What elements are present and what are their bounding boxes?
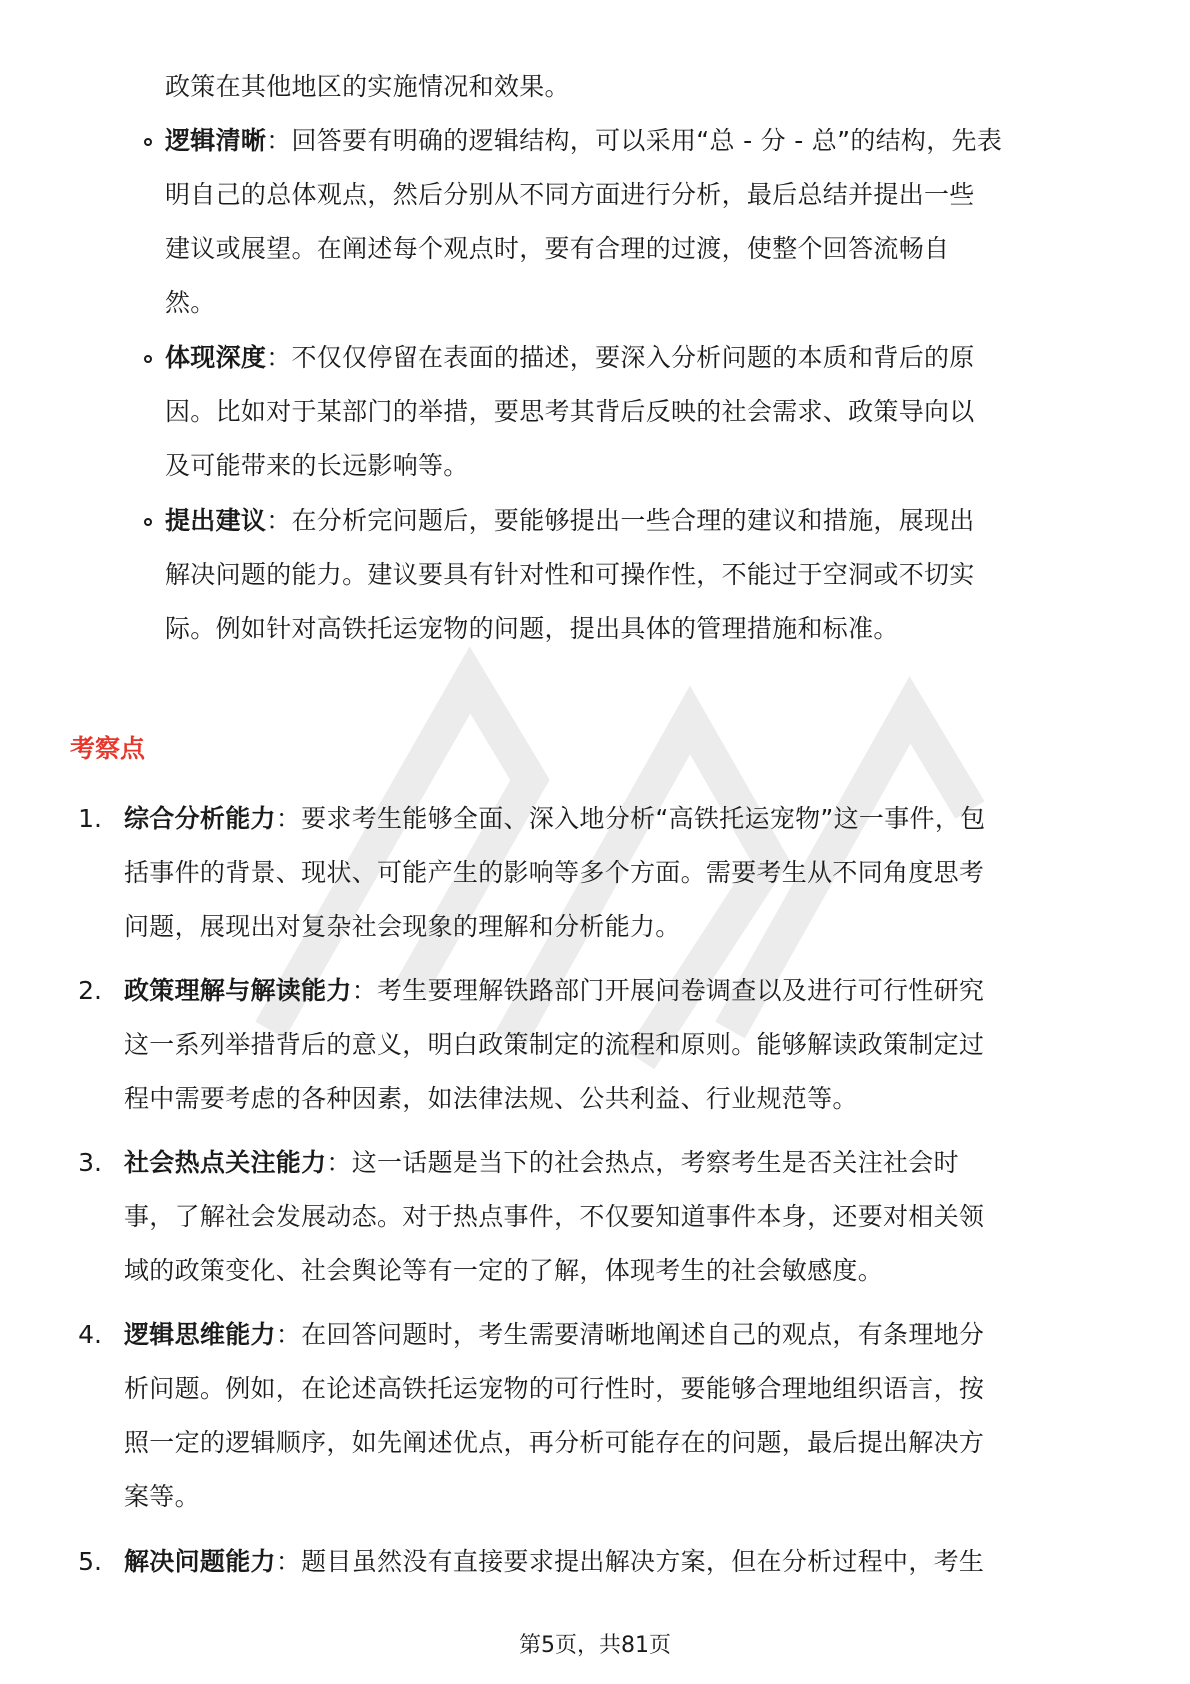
- bullet-continuation-line: 政策在其他地区的实施情况和效果。: [165, 72, 570, 101]
- numbered-item-title: 政策理解与解读能力: [124, 976, 352, 1005]
- bullet-item-depth-line-3: 及可能带来的长远影响等。: [165, 451, 469, 480]
- bullet-item-logic-line-3: 建议或展望。在阐述每个观点时，要有合理的过渡，使整个回答流畅自: [165, 234, 950, 263]
- numbered-item-4-line-2: 析问题。例如，在论述高铁托运宠物的可行性时，要能够合理地组织语言，按: [124, 1374, 985, 1403]
- bullet-item-suggest-line-3: 际。例如针对高铁托运宠物的问题，提出具体的管理措施和标准。: [165, 614, 899, 643]
- numbered-item-4-line-3: 照一定的逻辑顺序，如先阐述优点，再分析可能存在的问题，最后提出解决方: [124, 1428, 985, 1457]
- bullet-item-logic-line-4: 然。: [165, 288, 216, 317]
- bullet-circle-icon: [144, 518, 152, 526]
- numbered-item-1-line-3: 问题，展现出对复杂社会现象的理解和分析能力。: [124, 912, 681, 941]
- numbered-item-4-line-1: 逻辑思维能力：在回答问题时，考生需要清晰地阐述自己的观点，有条理地分: [124, 1320, 985, 1349]
- bullet-title: 提出建议: [165, 506, 267, 535]
- bullet-item-depth-line-1: 体现深度：不仅仅停留在表面的描述，要深入分析问题的本质和背后的原: [165, 343, 975, 372]
- bullet-circle-icon: [144, 355, 152, 363]
- bullet-item-logic-line-2: 明自己的总体观点，然后分别从不同方面进行分析，最后总结并提出一些: [165, 180, 975, 209]
- numbered-item-title: 解决问题能力: [124, 1547, 276, 1576]
- numbered-item-2-line-2: 这一系列举措背后的意义，明白政策制定的流程和原则。能够解读政策制定过: [124, 1030, 985, 1059]
- numbered-item-title: 综合分析能力: [124, 804, 276, 833]
- bullet-title: 逻辑清晰: [165, 126, 267, 155]
- bullet-item-logic-line-1: 逻辑清晰：回答要有明确的逻辑结构，可以采用“总 - 分 - 总”的结构，先表: [165, 126, 1003, 155]
- bullet-circle-icon: [144, 138, 152, 146]
- bullet-item-depth-line-2: 因。比如对于某部门的举措，要思考其背后反映的社会需求、政策导向以: [165, 397, 975, 426]
- numbered-item-3-line-1: 社会热点关注能力：这一话题是当下的社会热点，考察考生是否关注社会时: [124, 1148, 959, 1177]
- list-number: 5.: [78, 1547, 102, 1576]
- list-number: 2.: [78, 976, 102, 1005]
- list-number: 1.: [78, 804, 102, 833]
- section-heading: 考察点: [70, 734, 146, 763]
- bullet-item-suggest-line-2: 解决问题的能力。建议要具有针对性和可操作性，不能过于空洞或不切实: [165, 560, 975, 589]
- list-number: 4.: [78, 1320, 102, 1349]
- numbered-item-3-line-2: 事，了解社会发展动态。对于热点事件，不仅要知道事件本身，还要对相关领: [124, 1202, 985, 1231]
- numbered-item-3-line-3: 域的政策变化、社会舆论等有一定的了解，体现考生的社会敏感度。: [124, 1256, 884, 1285]
- numbered-item-1-line-1: 综合分析能力：要求考生能够全面、深入地分析“高铁托运宠物”这一事件，包: [124, 804, 986, 833]
- page-footer: 第5页，共81页: [519, 1633, 671, 1658]
- numbered-item-title: 逻辑思维能力: [124, 1320, 276, 1349]
- numbered-item-title: 社会热点关注能力: [124, 1148, 327, 1177]
- numbered-item-4-line-4: 案等。: [124, 1482, 200, 1511]
- numbered-item-5-line-1: 解决问题能力：题目虽然没有直接要求提出解决方案，但在分析过程中，考生: [124, 1547, 985, 1576]
- numbered-item-2-line-1: 政策理解与解读能力：考生要理解铁路部门开展问卷调查以及进行可行性研究: [124, 976, 985, 1005]
- list-number: 3.: [78, 1148, 102, 1177]
- numbered-item-1-line-2: 括事件的背景、现状、可能产生的影响等多个方面。需要考生从不同角度思考: [124, 858, 985, 887]
- numbered-item-2-line-3: 程中需要考虑的各种因素，如法律法规、公共利益、行业规范等。: [124, 1084, 858, 1113]
- bullet-item-suggest-line-1: 提出建议：在分析完问题后，要能够提出一些合理的建议和措施，展现出: [165, 506, 975, 535]
- bullet-title: 体现深度: [165, 343, 267, 372]
